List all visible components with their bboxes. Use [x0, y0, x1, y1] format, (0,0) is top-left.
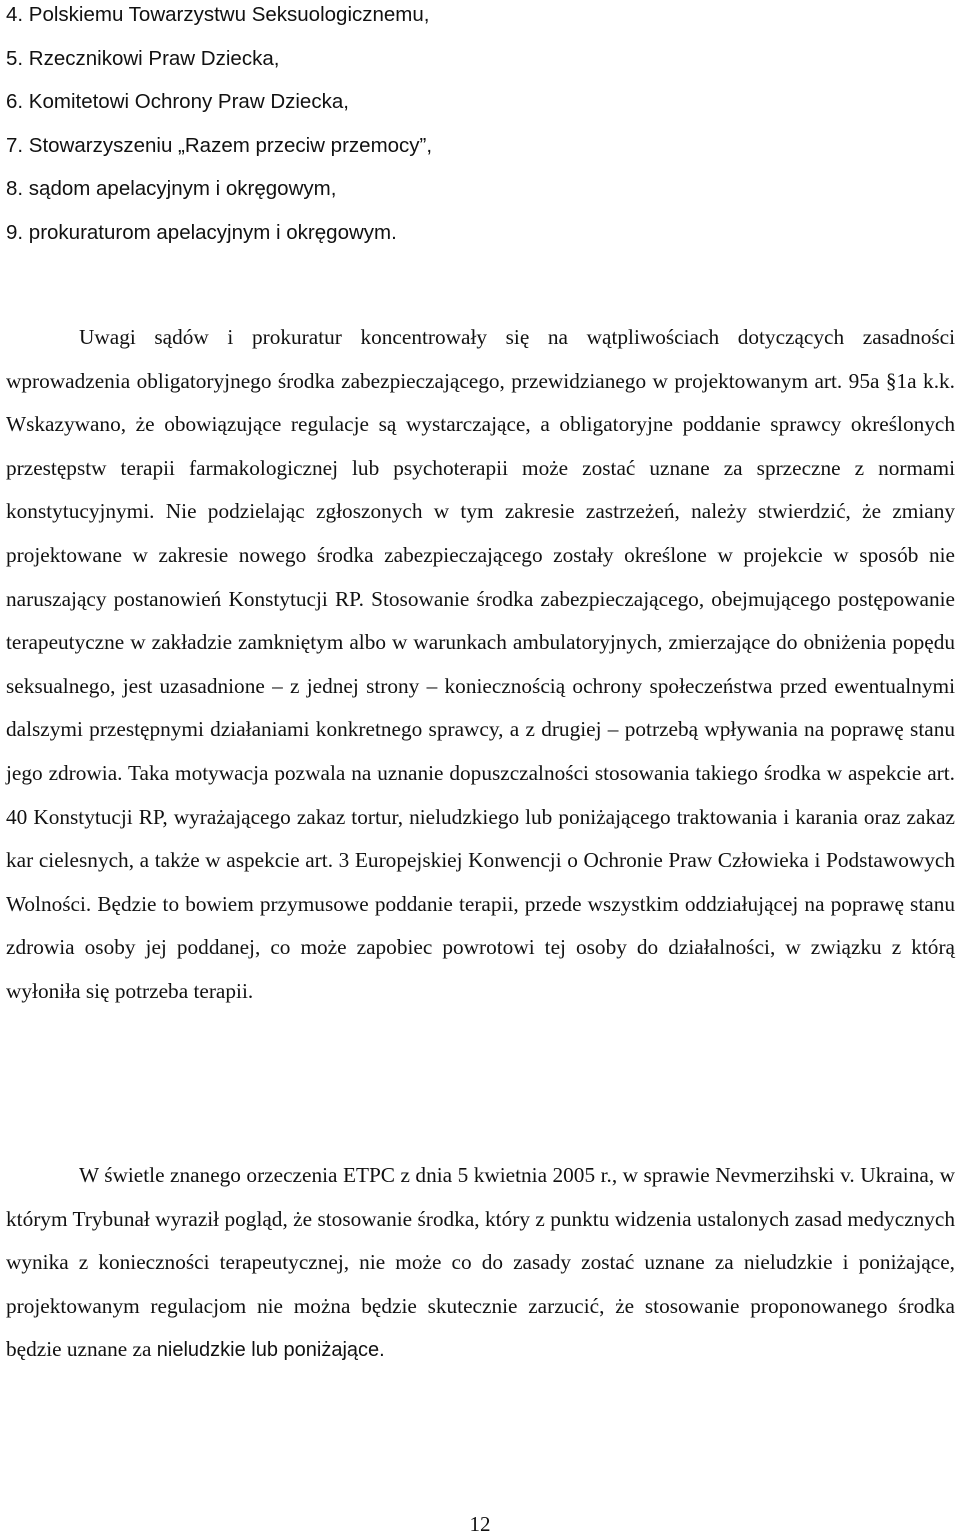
list-item: 7. Stowarzyszeniu „Razem przeciw przemocy”, [6, 133, 433, 157]
paragraph-text: W świetle znanego orzeczenia ETPC z dnia 5 kwietnia 2005 r., w sprawie Nevmerzihski v. Ukraina, w którym Trybunał wyraził pogląd, że stosowanie środka, który z punktu widzenia ustalonych zasad medycznych wynika z konieczności terapeutycznej, nie może co do zasady zostać uznane za nieludzkie i poniżające, projektowanym regulacjom nie można będzie skutecznie zarzucić, że stosowanie proponowanego środka będzie uznane za [6, 1163, 955, 1362]
list-item: 9. prokuraturom apelacyjnym i okręgowym. [6, 220, 397, 244]
paragraph-tail: nieludzkie lub poniżające. [156, 1339, 385, 1362]
list-item: 4. Polskiemu Towarzystwu Seksuologicznemu, [6, 3, 430, 26]
list-item: 5. Rzecznikowi Praw Dziecka, [6, 46, 280, 70]
list-item: 8. sądom apelacyjnym i okręgowym, [6, 177, 337, 201]
paragraph-etpc-judgment [6, 1154, 955, 1373]
addressee-list [6, 0, 946, 255]
list-item: 6. Komitetowi Ochrony Praw Dziecka, [6, 90, 349, 114]
paragraph-remarks: Uwagi sądów i prokuratur koncentrowały się na wątpliwościach dotyczących zasadności wprowadzenia obligatoryjnego środka zabezpieczającego, przewidzianego w projektowanym art. 95a §1a k.k. Wskazywano, że obowiązujące regulacje są wystarczające, a obligatoryjne poddanie sprawcy określonych przestępstw terapii farmakologicznej lub psychoterapii może zostać uznane za sprzeczne z normami konstytucyjnymi. Nie podzielając zgłoszonych w tym zakresie zastrzeżeń, należy stwierdzić, że zmiany projektowane w zakresie nowego środka zabezpieczającego zostały określone w projekcie w sposób nie naruszający postanowień Konstytucji RP. Stosowanie środka zabezpieczającego, obejmującego postępowanie terapeutyczne w zakładzie zamkniętym albo w warunkach ambulatoryjnych, zmierzające do obniżenia popędu seksualnego, jest uzasadnione – z jednej strony – koniecznością ochrony społeczeństwa przed ewentualnymi dalszymi przestępnymi działaniami konkretnego sprawcy, a z drugiej – potrzebą wpływania na poprawę stanu jego zdrowia. Taka motywacja pozwala na uznanie dopuszczalności stosowania takiego środka w aspekcie art. 40 Konstytucji RP, wyrażającego zakaz tortur, nieludzkiego lub poniżającego traktowania i karania oraz zakaz kar cielesnych, a także w aspekcie art. 3 Europejskiej Konwencji o Ochronie Praw Człowieka i Podstawowych Wolności. Będzie to bowiem przymusowe poddanie terapii, przede wszystkim oddziałującej na poprawę stanu zdrowia osoby jej poddanej, co może zapobiec powrotowi tej osoby do działalności, w związku z którą wyłoniła się potrzeba terapii. [6, 325, 955, 1003]
page-number: 12 [469, 1512, 491, 1536]
